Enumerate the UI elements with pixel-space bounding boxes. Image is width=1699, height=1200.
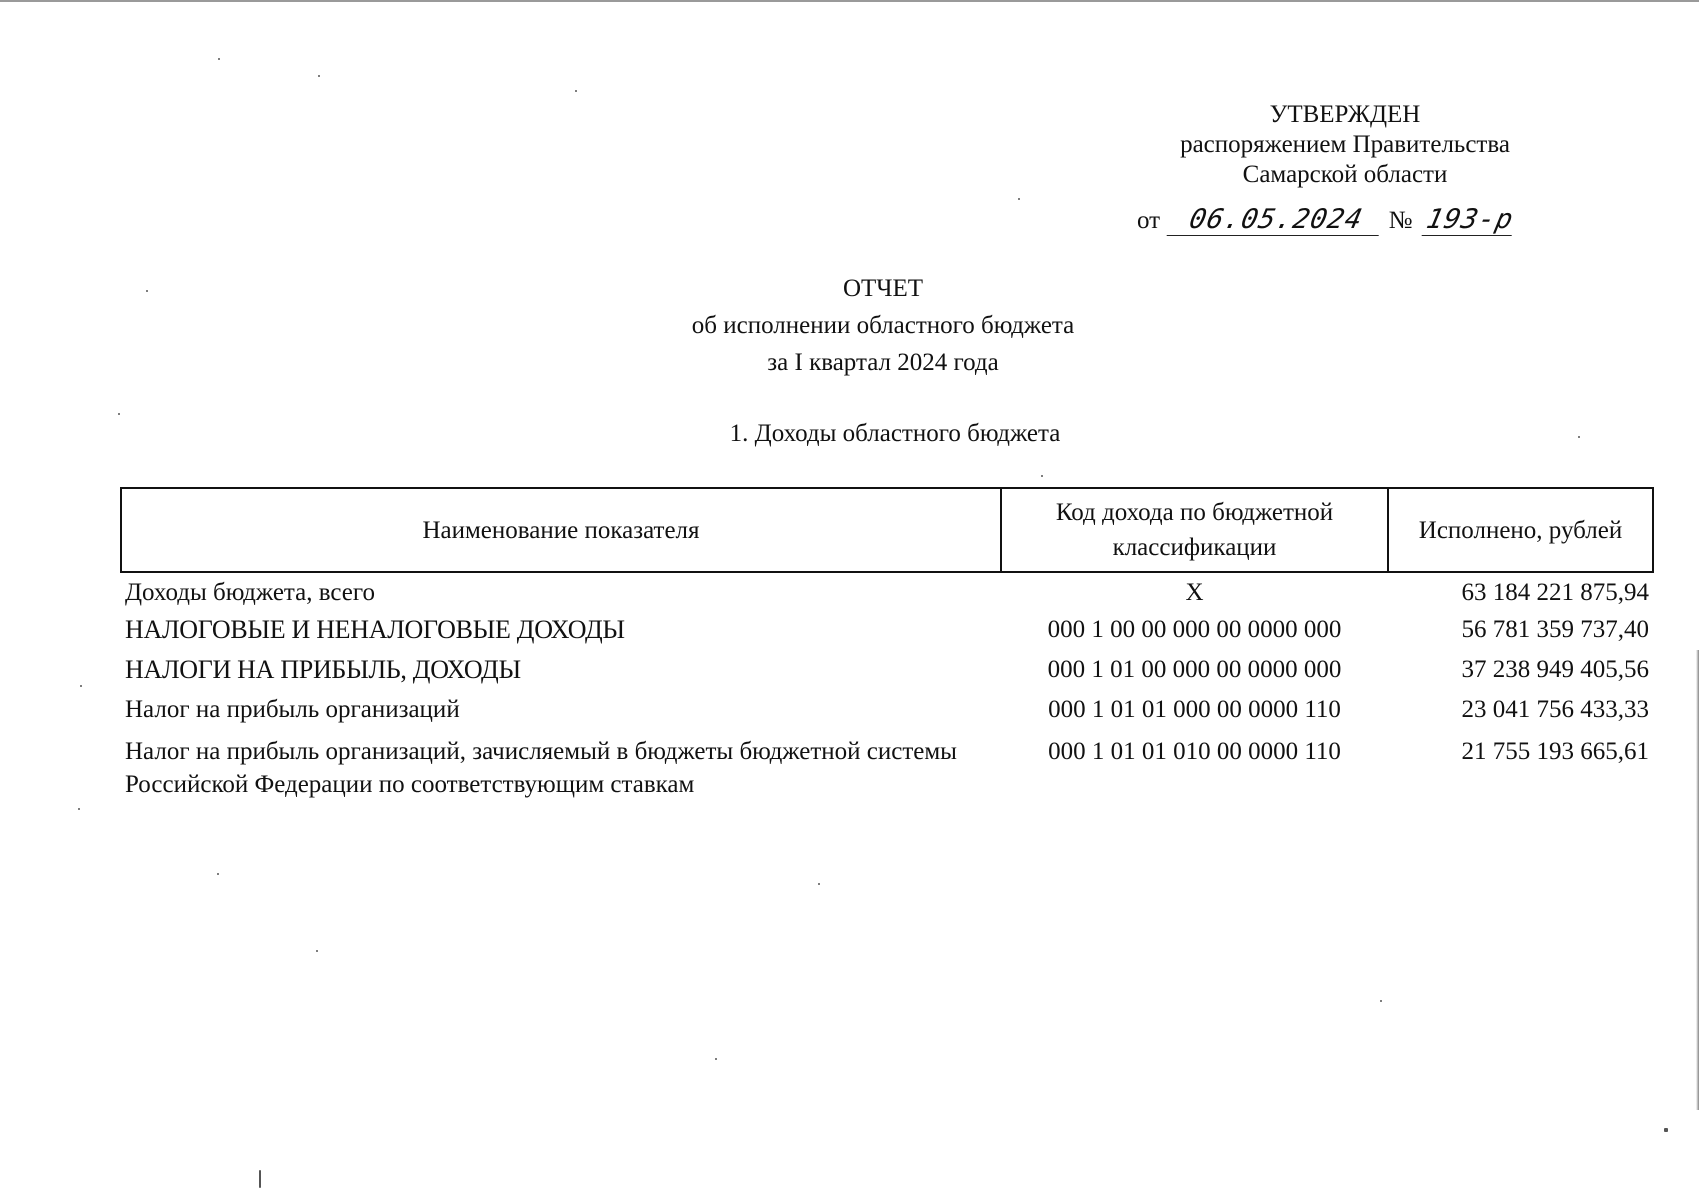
- report-title-block: [0, 270, 1699, 381]
- row-name: НАЛОГИ НА ПРИБЫЛЬ, ДОХОДЫ: [125, 655, 521, 684]
- handwritten-date: 06.05.2024: [1167, 204, 1386, 236]
- scan-speck: [316, 950, 318, 952]
- scan-speck: [259, 1170, 261, 1188]
- number-prefix: №: [1388, 207, 1413, 234]
- row-sum: 21 755 193 665,61: [1461, 738, 1649, 765]
- header-sum: Исполнено, рублей: [1388, 488, 1653, 572]
- row-name: Налог на прибыль организаций: [125, 696, 460, 723]
- report-subtitle: об исполнении областного бюджета: [691, 312, 1075, 339]
- approval-block: [1120, 100, 1570, 190]
- row-name: НАЛОГОВЫЕ И НЕНАЛОГОВЫЕ ДОХОДЫ: [125, 615, 625, 644]
- scan-speck: [217, 873, 219, 875]
- row-code: 000 1 00 00 000 00 0000 000: [1047, 616, 1342, 643]
- scan-top-edge: [0, 0, 1699, 2]
- approval-date-line: [1137, 204, 1515, 236]
- table-row: [121, 611, 1653, 651]
- approval-region: Самарской области: [1242, 161, 1448, 188]
- scan-speck: [80, 685, 82, 687]
- header-name: Наименование показателя: [121, 488, 1001, 572]
- row-sum: 63 184 221 875,94: [1461, 579, 1649, 606]
- income-table-wrap: [120, 487, 1652, 801]
- scan-speck: [218, 58, 220, 60]
- scan-speck: [1041, 475, 1043, 477]
- row-code: 000 1 01 01 000 00 0000 110: [1048, 696, 1341, 723]
- report-period: за I квартал 2024 года: [767, 349, 999, 376]
- scan-speck: [818, 883, 820, 885]
- income-table: [120, 487, 1654, 801]
- scan-speck: [1380, 1000, 1382, 1002]
- row-code: X: [1185, 579, 1204, 606]
- scan-speck: [1664, 1128, 1668, 1132]
- scan-speck: [78, 808, 80, 810]
- scan-speck: [146, 290, 148, 292]
- table-row: [121, 651, 1653, 691]
- row-sum: 56 781 359 737,40: [1461, 616, 1649, 643]
- approval-issuer: распоряжением Правительства: [1180, 131, 1510, 158]
- row-name: Доходы бюджета, всего: [125, 579, 376, 606]
- row-name: Налог на прибыль организаций, зачисляемый в бюджеты бюджетной системы Российской Федерации по соответствующим ставкам: [125, 738, 957, 798]
- table-row: [121, 572, 1653, 611]
- row-sum: 23 041 756 433,33: [1461, 696, 1649, 723]
- approval-title: УТВЕРЖДЕН: [1269, 101, 1421, 128]
- report-title: ОТЧЕТ: [842, 275, 924, 302]
- table-row: [121, 731, 1653, 801]
- scan-speck: [715, 1058, 717, 1060]
- row-code: 000 1 01 00 000 00 0000 000: [1047, 656, 1342, 683]
- row-sum: 37 238 949 405,56: [1461, 656, 1649, 683]
- table-header-row: [121, 488, 1653, 572]
- scan-speck: [575, 90, 577, 92]
- date-prefix: от: [1137, 207, 1161, 234]
- handwritten-number: 193-р: [1421, 204, 1518, 236]
- section-title: 1. Доходы областного бюджета: [729, 420, 1061, 447]
- table-row: [121, 691, 1653, 731]
- row-code: 000 1 01 01 010 00 0000 110: [1048, 738, 1341, 765]
- header-code: Код дохода по бюджетной классификации: [1001, 488, 1388, 572]
- scan-speck: [1578, 436, 1580, 438]
- scan-speck: [1018, 198, 1020, 200]
- scan-speck: [118, 413, 120, 415]
- scan-speck: [318, 75, 320, 77]
